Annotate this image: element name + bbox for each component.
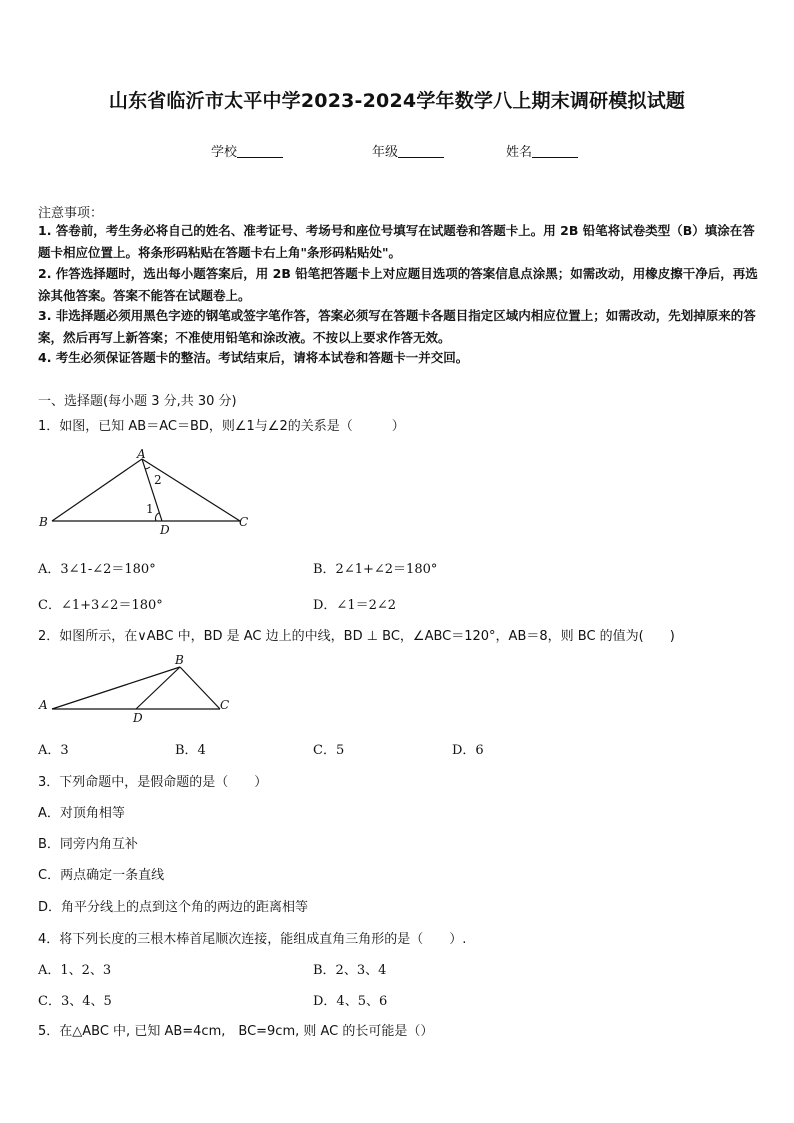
label-d: D: [133, 711, 143, 725]
question-1-stem: 1．如图，已知 AB＝AC＝BD，则∠1与∠2的关系是（ ）: [38, 419, 405, 434]
school-label: 学校: [211, 145, 238, 160]
notice-item-2: 2. 作答选择题时，选出每小题答案后，用 2B 铅笔把答题卡上对应题目选项的答案信息点涂黑；如需改动，用橡皮擦干净后，再选涂其他答案。答案不能答在试题卷上。: [38, 266, 758, 303]
question-4-stem: 4．将下列长度的三根木棒首尾顺次连接，能组成直角三角形的是（ ）.: [38, 932, 467, 947]
question-5-stem: 5．在△ABC 中, 已知 AB=4cm, BC=9cm, 则 AC 的长可能是（）: [38, 1024, 434, 1039]
question-3-stem: 3．下列命题中，是假命题的是（ ）: [38, 775, 268, 790]
angle-2-arc: [145, 467, 150, 469]
question-3-option-d[interactable]: D．角平分线上的点到这个角的两边的距离相等: [38, 900, 309, 915]
question-2-option-c[interactable]: C．5: [313, 743, 345, 758]
label-d: D: [160, 523, 170, 537]
segment-ac: [142, 459, 240, 521]
question-4-option-d[interactable]: D．4、5、6: [313, 994, 388, 1009]
question-4-option-a[interactable]: A．1、2、3: [38, 963, 112, 978]
question-2-option-b[interactable]: B．4: [175, 743, 206, 758]
segment-ab: [52, 667, 180, 709]
question-2-figure: [36, 653, 236, 725]
grade-label: 年级: [372, 145, 399, 160]
question-3-option-c[interactable]: C．两点确定一条直线: [38, 868, 165, 883]
question-1-option-b[interactable]: B．2∠1+∠2＝180°: [313, 562, 438, 577]
grade-field: [372, 141, 444, 160]
label-c: C: [239, 515, 249, 529]
notice-item-3: 3. 非选择题必须用黑色字迹的钢笔或签字笔作答，答案必须写在答题卡各题目指定区域内相应位置上；如需改动，先划掉原来的答案，然后再写上新答案；不准使用铅笔和涂改液。不按以上要求作答无效。: [38, 308, 756, 345]
segment-ab: [52, 459, 142, 521]
label-b: B: [39, 515, 48, 529]
question-3-option-a[interactable]: A．对顶角相等: [38, 806, 125, 821]
name-field: [506, 141, 578, 160]
question-2-option-a[interactable]: A．3: [38, 743, 69, 758]
question-1-option-d[interactable]: D．∠1＝2∠2: [313, 598, 397, 613]
grade-blank: [398, 144, 444, 158]
label-a: A: [39, 698, 48, 712]
name-label: 姓名: [506, 145, 533, 160]
label-c: C: [220, 698, 230, 712]
notice-item-1: 1. 答卷前，考生务必将自己的姓名、准考证号、考场号和座位号填写在试题卷和答题卡上。用 2B 铅笔将试卷类型（B）填涂在答题卡相应位置上。将条形码粘贴在答题卡右上角"条形码粘贴处"。: [38, 223, 755, 260]
angle-1-arc: [155, 513, 159, 521]
question-1-figure: [36, 445, 252, 537]
segment-bd: [136, 667, 180, 709]
label-angle-2: 2: [154, 473, 162, 487]
question-2-stem: 2．如图所示，在∨ABC 中，BD 是 AC 边上的中线，BD ⊥ BC，∠ABC＝120°，AB＝8，则 BC 的值为( ): [38, 629, 675, 644]
question-1-option-c[interactable]: C．∠1+3∠2＝180°: [38, 598, 163, 613]
question-4-option-b[interactable]: B．2、3、4: [313, 963, 387, 978]
segment-bc: [180, 667, 220, 709]
notice-heading: 注意事项：: [38, 206, 104, 221]
label-angle-1: 1: [146, 502, 154, 516]
question-1-option-a[interactable]: A．3∠1-∠2＝180°: [38, 562, 156, 577]
question-3-option-b[interactable]: B．同旁内角互补: [38, 837, 138, 852]
school-blank: [237, 144, 283, 158]
notice-item-4: 4. 考生必须保证答题卡的整洁。考试结束后，请将本试卷和答题卡一并交回。: [38, 350, 469, 365]
question-2-option-d[interactable]: D．6: [452, 743, 484, 758]
question-4-option-c[interactable]: C．3、4、5: [38, 994, 112, 1009]
school-field: [211, 141, 283, 160]
label-b: B: [175, 653, 184, 667]
page-title: 山东省临沂市太平中学2023-2024学年数学八上期末调研模拟试题: [108, 90, 686, 112]
section-heading: 一、选择题(每小题 3 分,共 30 分): [38, 394, 237, 409]
label-a: A: [137, 447, 146, 461]
name-blank: [532, 144, 578, 158]
